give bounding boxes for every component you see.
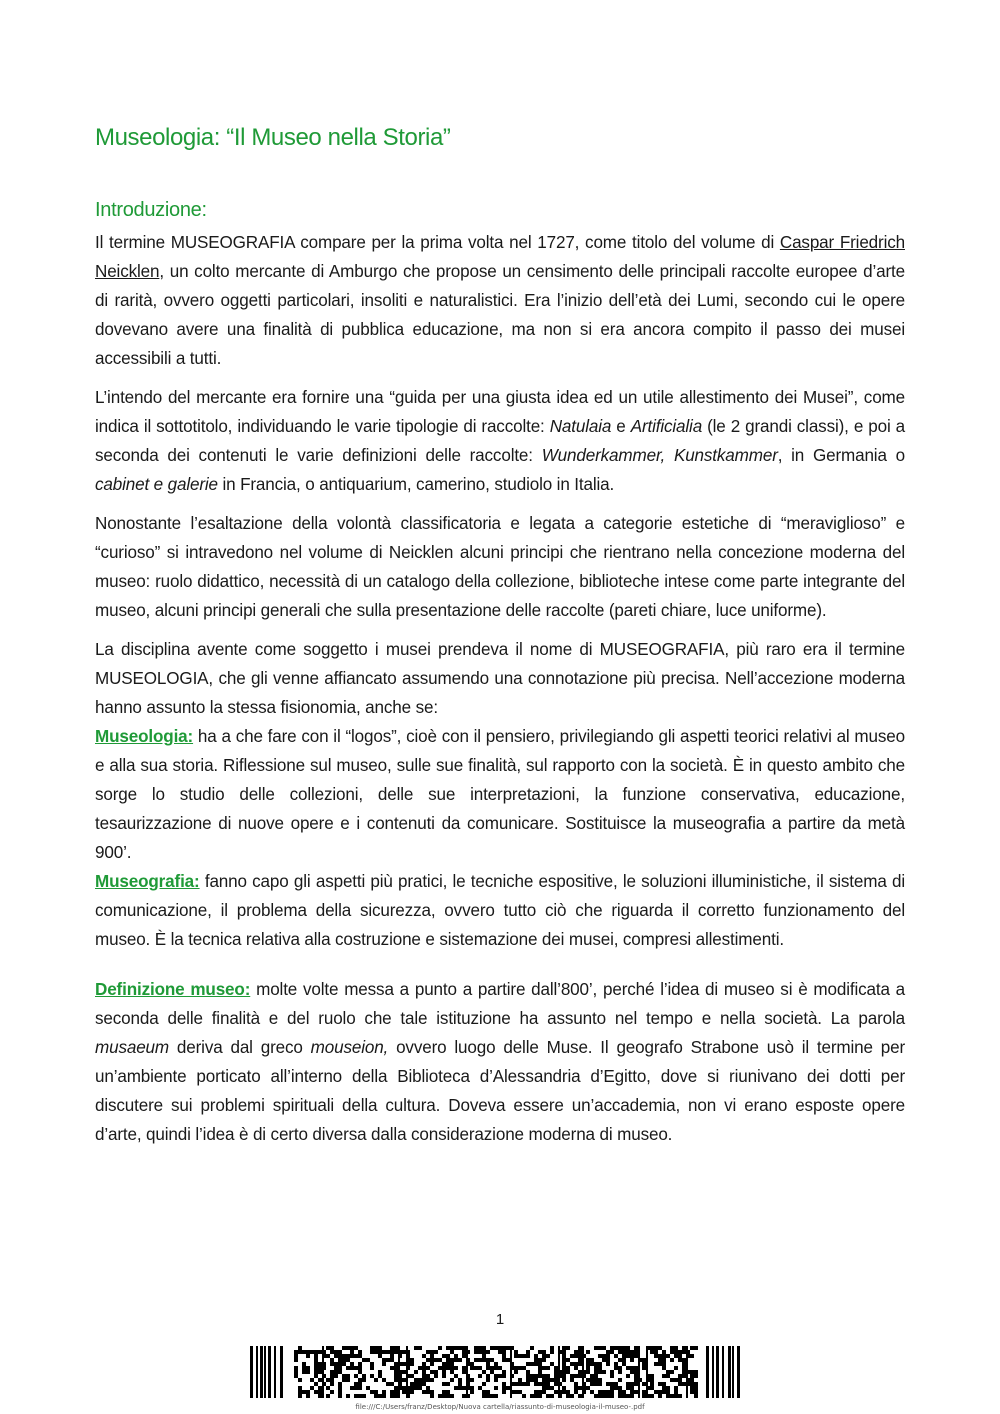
term-museologia: Museologia: xyxy=(95,727,194,746)
author-name-link: Caspar Friedrich Neicklen xyxy=(95,233,905,281)
paragraph-definizione: Definizione museo: molte volte messa a punto a partire dall’800’, perché l’idea di museo si è modificata a seconda delle finalità e del ruolo che tale istituzione ha assunto nel tempo e nella società. La parola musaeum deriva dal greco mouseion, ovvero luogo delle Muse. Il geografo Strabone usò il termine per un’ambiente porticato all’interno della Biblioteca d’Alessandria d’Egitto, dove si riunivano dei dotti per discutere sui problemi spirituali della cultura. Doveva essere un’accademia, non vi erano esposte opere d’arte, quindi l’idea è di certo diversa dalla considerazione moderna di museo. xyxy=(95,980,906,1144)
paragraph-principles: Nonostante l’esaltazione della volontà classificatoria e legata a categorie estetiche di “meraviglioso” e “curioso” si intravedono nel volume di Neicklen alcuni principi che rientrano nella concezione moderna del museo: ruolo didattico, necessità di un catalogo della collezione, biblioteche intese come parte integrante del museo, alcuni principi generali che sulla presentazione delle raccolte (pareti chiare, luce uniforme). xyxy=(95,514,905,620)
barcode-icon xyxy=(250,1346,740,1398)
document-title: Museologia: “Il Museo nella Storia” xyxy=(95,124,451,151)
paragraph-discipline: La disciplina avente come soggetto i musei prendeva il nome di MUSEOGRAFIA, più raro era il termine MUSEOLOGIA, che gli venne affiancato assumendo una connotazione più precisa. Nell’accezione moderna hanno assunto la stessa fisionomia, anche se: xyxy=(95,640,905,717)
intro-heading: Introduzione: xyxy=(95,199,207,221)
term-definizione: Definizione museo: xyxy=(95,980,251,999)
paragraph-museologia: Museologia: ha a che fare con il “logos”, cioè con il pensiero, privilegiando gli aspetti teorici relativi al museo e alla sua storia. Riflessione sul museo, sulle sue finalità, sul rapporto con la società. È in questo ambito che sorge lo studio delle collezioni, delle sue interpretazioni, la funzione conservativa, educazione, tesaurizzazione di nuove opere e i contenuti da comunicare. Sostituisce la museografia a partire da metà 900’. xyxy=(95,727,905,862)
document-body xyxy=(95,228,905,1149)
file-path: file:///C:/Users/franz/Desktop/Nuova cartella/riassunto-di-museologia-il-museo-.pdf xyxy=(355,1403,645,1411)
term-museografia: Museografia: xyxy=(95,872,200,891)
paragraph-intro: Il termine MUSEOGRAFIA compare per la prima volta nel 1727, come titolo del volume di Caspar Friedrich Neicklen, un colto mercante di Amburgo che propose un censimento delle principali raccolte europee d’arte di rarità, ovvero oggetti particolari, insoliti e naturalistici. Era l’inizio dell’età dei Lumi, secondo cui le opere dovevano avere una finalità di pubblica educazione, ma non si era ancora compito il passo dei musei accessibili a tutti. xyxy=(95,233,905,368)
paragraph-guide: L’intendo del mercante era fornire una “guida per una giusta idea ed un utile allestimento dei Musei”, come indica il sottotitolo, individuando le varie tipologie di raccolte: Natulaia e Artificialia (le 2 grandi classi), e poi a seconda dei contenuti le varie definizioni delle raccolte: Wunderkammer, Kunstkammer, in Germania o cabinet e galerie in Francia, o antiquarium, camerino, studiolo in Italia. xyxy=(95,388,905,494)
paragraph-museografia: Museografia: fanno capo gli aspetti più pratici, le tecniche espositive, le soluzioni illuministiche, il sistema di comunicazione, il problema della sicurezza, ovvero tutto ciò che riguarda il corretto funzionamento del museo. È la tecnica relativa alla costruzione e sistemazione dei musei, compresi allestimenti. xyxy=(95,872,905,949)
page-number: 1 xyxy=(495,1311,505,1328)
